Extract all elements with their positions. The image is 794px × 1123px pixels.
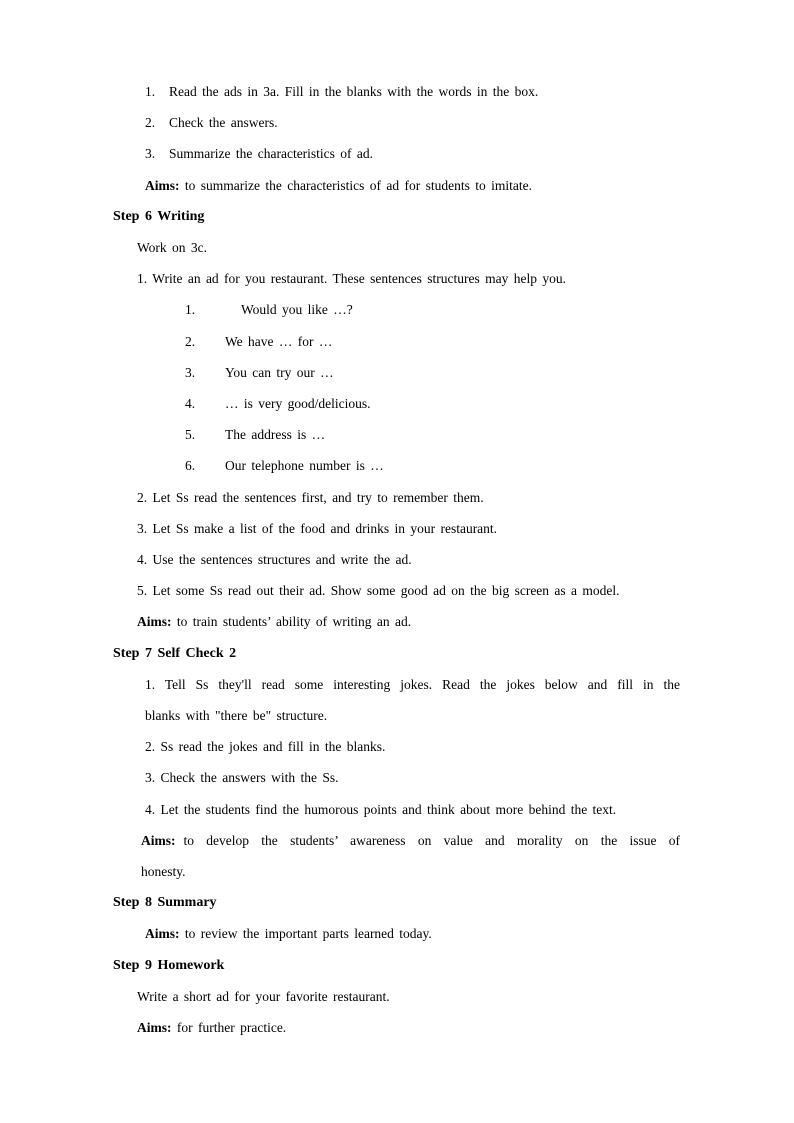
intro-list-item-3: 3. Summarize the characteristics of ad. xyxy=(145,146,374,161)
step7-aims-line-2: honesty. xyxy=(141,864,186,879)
step8-heading: Step 8 Summary xyxy=(113,895,217,910)
step6-sub-item-4: 4. … is very good/delicious. xyxy=(185,396,371,411)
step9-line: Write a short ad for your favorite restaurant. xyxy=(137,989,390,1004)
step6-item-2: 2. Let Ss read the sentences first, and try to remember them. xyxy=(137,490,484,505)
step6-heading: Step 6 Writing xyxy=(113,209,205,224)
step7-item-4: 4. Let the students find the humorous points and think about more behind the text. xyxy=(145,802,617,817)
intro-list-item-1: 1. Read the ads in 3a. Fill in the blanks with the words in the box. xyxy=(145,84,539,99)
step6-item-5: 5. Let some Ss read out their ad. Show some good ad on the big screen as a model. xyxy=(137,583,620,598)
step7-item-2: 2. Ss read the jokes and fill in the blanks. xyxy=(145,739,386,754)
aims-label: Aims: xyxy=(145,926,180,941)
step6-sub-item-2: 2. We have … for … xyxy=(185,334,333,349)
step7-aims-line-1: Aims: to develop the students’ awareness on value and morality on the issue of xyxy=(141,833,680,848)
step6-item-3: 3. Let Ss make a list of the food and drinks in your restaurant. xyxy=(137,521,498,536)
step7-item-3: 3. Check the answers with the Ss. xyxy=(145,770,339,785)
step6-sub-item-3: 3. You can try our … xyxy=(185,365,334,380)
step6-aims: Aims: to train students’ ability of writing an ad. xyxy=(137,614,412,629)
aims-label: Aims: xyxy=(137,1020,172,1035)
step6-item-1: 1. Write an ad for you restaurant. These sentences structures may help you. xyxy=(137,271,566,286)
aims-label: Aims: xyxy=(145,178,180,193)
step9-heading: Step 9 Homework xyxy=(113,958,225,973)
aims-label: Aims: xyxy=(141,833,176,848)
step6-sub-item-1: 1. Would you like …? xyxy=(185,302,353,317)
aims-label: Aims: xyxy=(137,614,172,629)
step6-sub-item-6: 6. Our telephone number is … xyxy=(185,458,384,473)
step7-heading: Step 7 Self Check 2 xyxy=(113,646,237,661)
step6-item-4: 4. Use the sentences structures and write the ad. xyxy=(137,552,412,567)
step6-work: Work on 3c. xyxy=(137,240,208,255)
step7-item-1-line-1: 1. Tell Ss they'll read some interesting jokes. Read the jokes below and fill in the xyxy=(145,677,680,692)
step9-aims: Aims: for further practice. xyxy=(137,1020,287,1035)
step6-sub-item-5: 5. The address is … xyxy=(185,427,326,442)
intro-aims: Aims: to summarize the characteristics of ad for students to imitate. xyxy=(145,178,533,193)
step8-aims: Aims: to review the important parts learned today. xyxy=(145,926,432,941)
intro-list-item-2: 2. Check the answers. xyxy=(145,115,278,130)
step7-item-1-line-2: blanks with "there be" structure. xyxy=(145,708,328,723)
